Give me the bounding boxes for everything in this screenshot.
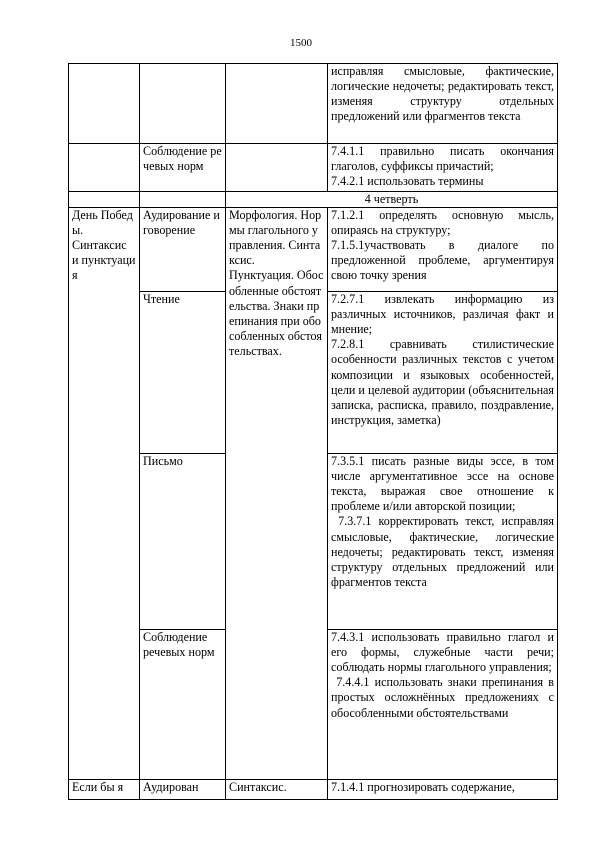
curriculum-table [68, 63, 558, 800]
learning-objective-cell [328, 780, 558, 800]
skill-cell [140, 192, 226, 208]
grammar-topic-text: Пунктуация. Обособленные обстоятельства. Знаки препинания при обособленных обстоятельствах. [229, 268, 324, 358]
skill-name: Соблюдение речевых норм [143, 144, 222, 174]
topic-subtitle: Синтаксис и пунктуация [72, 238, 136, 283]
objective-text: исправляя смысловые, фактические, логические недочеты; редактировать текст, изменяя структуру отдельных предложений или фрагментов текста [331, 64, 558, 124]
skill-cell [140, 454, 226, 630]
grammar-topic-cell [226, 208, 328, 780]
skill-cell [140, 144, 226, 192]
objective-text: 7.3.5.1 писать разные виды эссе, в том числе аргументативное эссе на основе текста, выражая свое отношение к проблеме и/или авторской позиции; [331, 454, 558, 514]
learning-objective-cell [328, 208, 558, 292]
objective-text: 7.4.2.1 использовать термины [331, 174, 484, 189]
skill-cell [140, 630, 226, 780]
topic-cell [69, 144, 140, 192]
skill-name: Письмо [143, 454, 183, 469]
quarter-label: 4 четверть [364, 192, 419, 206]
skill-name: речевых норм [143, 645, 215, 660]
skill-cell [140, 208, 226, 292]
topic-cell [69, 780, 140, 800]
objective-text: 7.2.8.1 сравнивать стилистические особенности различных текстов с учетом композиции и языковых особенностей, цели и целевой аудитории (объяснительная записка, расписка, правило, поздравление, инструкция, заметка) [331, 337, 558, 427]
grammar-topic-text: Синтаксис. [229, 780, 287, 795]
objective-text: 7.4.3.1 использовать правильно глагол и его формы, служебные части речи; соблюдать нормы глагольного управления; [331, 630, 558, 675]
topic-title: Если бы я [72, 780, 124, 795]
objective-text: 7.4.1.1 правильно писать окончания глаголов, суффиксы причастий; [331, 144, 558, 174]
page-number: 1500 [290, 37, 312, 49]
objective-text: 7.2.7.1 извлекать информацию из различных источников, различая факт и мнение; [331, 292, 558, 337]
skill-name: Аудирован [143, 780, 199, 795]
table-row [69, 192, 558, 208]
learning-objective-cell [328, 454, 558, 630]
learning-objective-cell [328, 144, 558, 192]
grammar-topic-cell [226, 64, 328, 144]
objective-text: 7.1.4.1 прогнозировать содержание, [331, 780, 515, 795]
topic-title: День Победы. [72, 208, 133, 238]
objective-text: 7.1.5.1участвовать в диалоге по предложенной проблеме, аргументируя свою точку зрения [331, 238, 558, 283]
topic-cell [69, 64, 140, 144]
skill-name: Соблюдение [143, 630, 208, 645]
topic-cell [69, 208, 140, 780]
topic-cell [69, 192, 140, 208]
learning-objective-cell [328, 292, 558, 454]
skill-cell [140, 292, 226, 454]
table-row [69, 208, 558, 292]
table-row [69, 64, 558, 144]
skill-cell [140, 64, 226, 144]
objective-text: 7.4.4.1 использовать знаки препинания в простых осложнённых предложениях с обособленными обстоятельствами [331, 675, 558, 720]
skill-name: Чтение [143, 292, 180, 307]
objective-text: 7.1.2.1 определять основную мысль, опираясь на структуру; [331, 208, 558, 238]
grammar-topic-text: Морфология. Нормы глагольного управления. Синтаксис. [229, 208, 322, 268]
table-row [69, 144, 558, 192]
table-row [69, 780, 558, 800]
skill-cell [140, 780, 226, 800]
skill-name: Аудирование и говорение [143, 208, 223, 238]
learning-objective-cell [328, 630, 558, 780]
quarter-heading [226, 192, 558, 208]
grammar-topic-cell [226, 780, 328, 800]
grammar-topic-cell [226, 144, 328, 192]
learning-objective-cell [328, 64, 558, 144]
objective-text: 7.3.7.1 корректировать текст, исправляя смысловые, фактические, логические недочеты; редактировать текст, изменяя структуру отдельных предложений или фрагментов текста [331, 514, 558, 589]
